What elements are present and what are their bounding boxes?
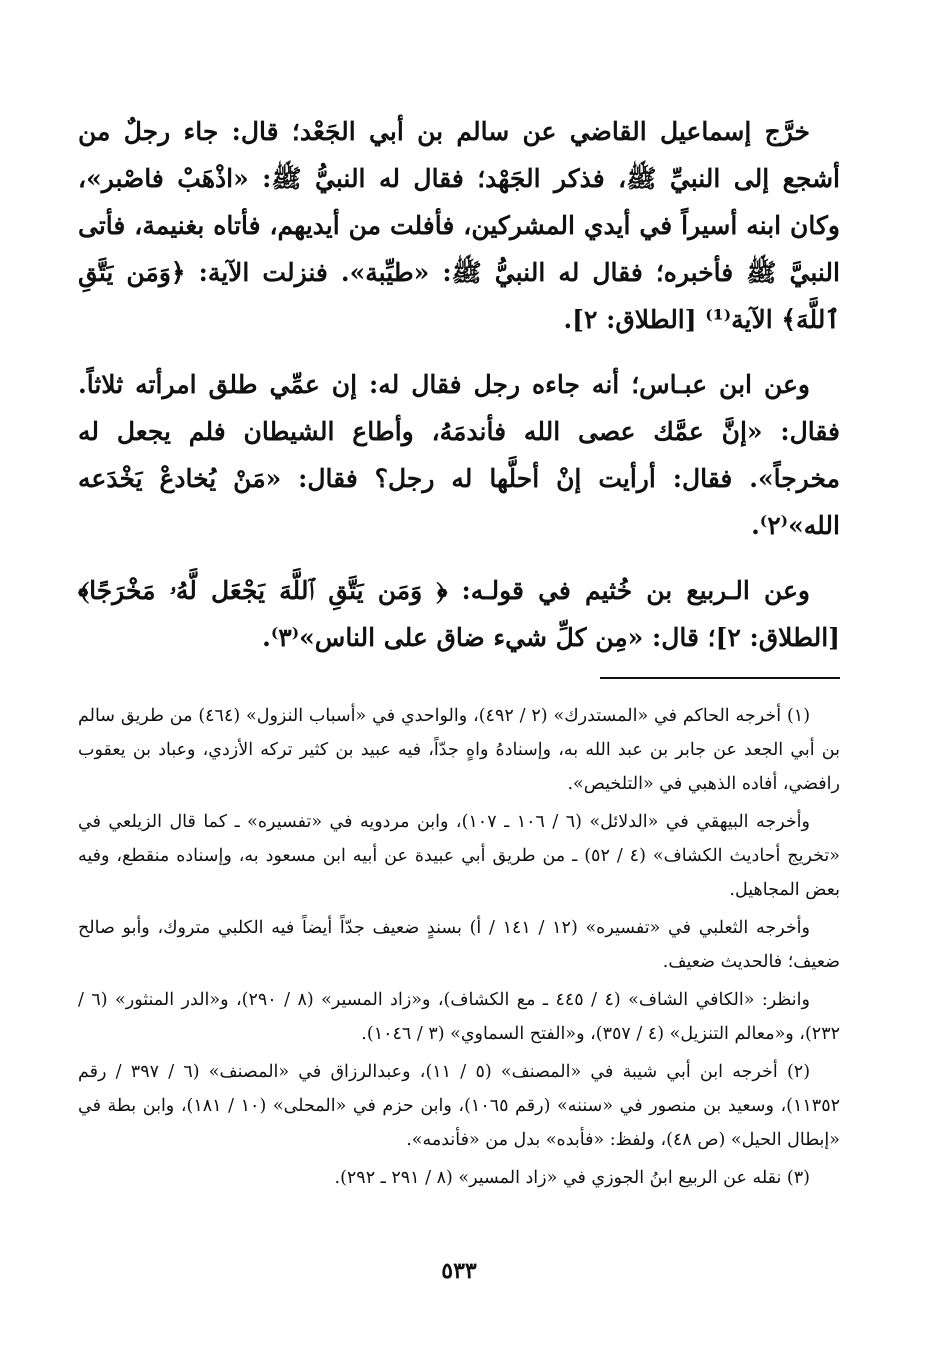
footnotes-block — [78, 699, 840, 1195]
footnote-1-cont-b: وأخرجه الثعلبي في «تفسيره» (١٢ / ١٤١ / أ) بسندٍ ضعيف جدّاً أيضاً فيه الكلبي متروك، وأبو صالح ضعيف؛ فالحديث ضعيف. — [78, 918, 840, 972]
footnote-separator — [600, 677, 840, 679]
main-text-block — [78, 108, 840, 661]
main-paragraph-3: وعن الـربيع بن خُثيم في قولـه: ﴿ وَمَن يَتَّقِ ٱللَّهَ يَجْعَل لَّهُۥ مَخْرَجًا﴾ [الطلاق: ٢]؛ قال: «مِن كلِّ شيء ضاق على الناس»⁽٣⁾. — [78, 576, 840, 652]
book-page — [78, 108, 840, 1363]
footnote-2: (٢) أخرجه ابن أبي شيبة في «المصنف» (٥ / ١١)، وعبدالرزاق في «المصنف» (٦ / ٣٩٧ / رقم ١١٣٥٢)، وسعيد بن منصور في «سننه» (رقم ١٠٦٥)، وابن حزم في «المحلى» (١٠ / ١٨١)، وابن بطة في «إبطال الحيل» (ص ٤٨)، ولفظ: «فأبده» بدل من «فأندمه». — [78, 1062, 840, 1150]
main-paragraph-2: وعن ابن عبـاس؛ أنه جاءه رجل فقال له: إن عمِّي طلق امرأته ثلاثاً. فقال: «إنَّ عمَّك عصى الله فأندمَهُ، وأطاع الشيطان فلم يجعل له مخرجاً». فقال: أرأيت إنْ أحلَّها له رجل؟ فقال: «مَنْ يُخادعْ يَخْدَعه الله»⁽٢⁾. — [78, 370, 840, 540]
footnote-1-cont-a: وأخرجه البيهقي في «الدلائل» (٦ / ١٠٦ ـ ١٠٧)، وابن مردويه في «تفسيره» ـ كما قال الزيلعي في «تخريج أحاديث الكشاف» (٤ / ٥٢) ـ من طريق أبي عبيدة عن أبيه ابن مسعود به، وإسناده منقطع، وفيه بعض المجاهيل. — [78, 812, 840, 900]
main-paragraph-1: خرَّج إسماعيل القاضي عن سالم بن أبي الجَعْد؛ قال: جاء رجلٌ من أشجع إلى النبيِّ ﷺ، فذكر الجَهْد؛ فقال له النبيُّ ﷺ: «اذْهَبْ فاصْبر»، وكان ابنه أسيراً في أيدي المشركين، فأفلت من أيديهم، فأتاه بغنيمة، فأتى النبيَّ ﷺ فأخبره؛ فقال له النبيُّ ﷺ: «طيِّبة». فنزلت الآية: ﴿وَمَن يَتَّقِ ٱللَّهَ﴾ الآية⁽¹⁾ [الطلاق: ٢]. — [78, 117, 841, 334]
footnote-1-cont-c: وانظر: «الكافي الشاف» (٤ / ٤٤٥ ـ مع الكشاف)، و«زاد المسير» (٨ / ٢٩٠)، و«الدر المنثور» (٦ / ٢٣٢)، و«معالم التنزيل» (٤ / ٣٥٧)، و«الفتح السماوي» (٣ / ١٠٤٦). — [78, 990, 840, 1044]
footnote-3: (٣) نقله عن الربيع ابنُ الجوزي في «زاد المسير» (٨ / ٢٩١ ـ ٢٩٢). — [334, 1168, 810, 1188]
footnote-1: (١) أخرجه الحاكم في «المستدرك» (٢ / ٤٩٢)، والواحدي في «أسباب النزول» (٤٦٤) من طريق سالم بن أبي الجعد عن جابر بن عبد الله به، وإسنادهُ واهٍ جدّاً، فيه عبيد بن كثير تركه الأزدي، وعباد بن يعقوب رافضي، أفاده الذهبي في «التلخيص». — [78, 706, 840, 794]
page-number: ٥٣٣ — [441, 1258, 477, 1284]
